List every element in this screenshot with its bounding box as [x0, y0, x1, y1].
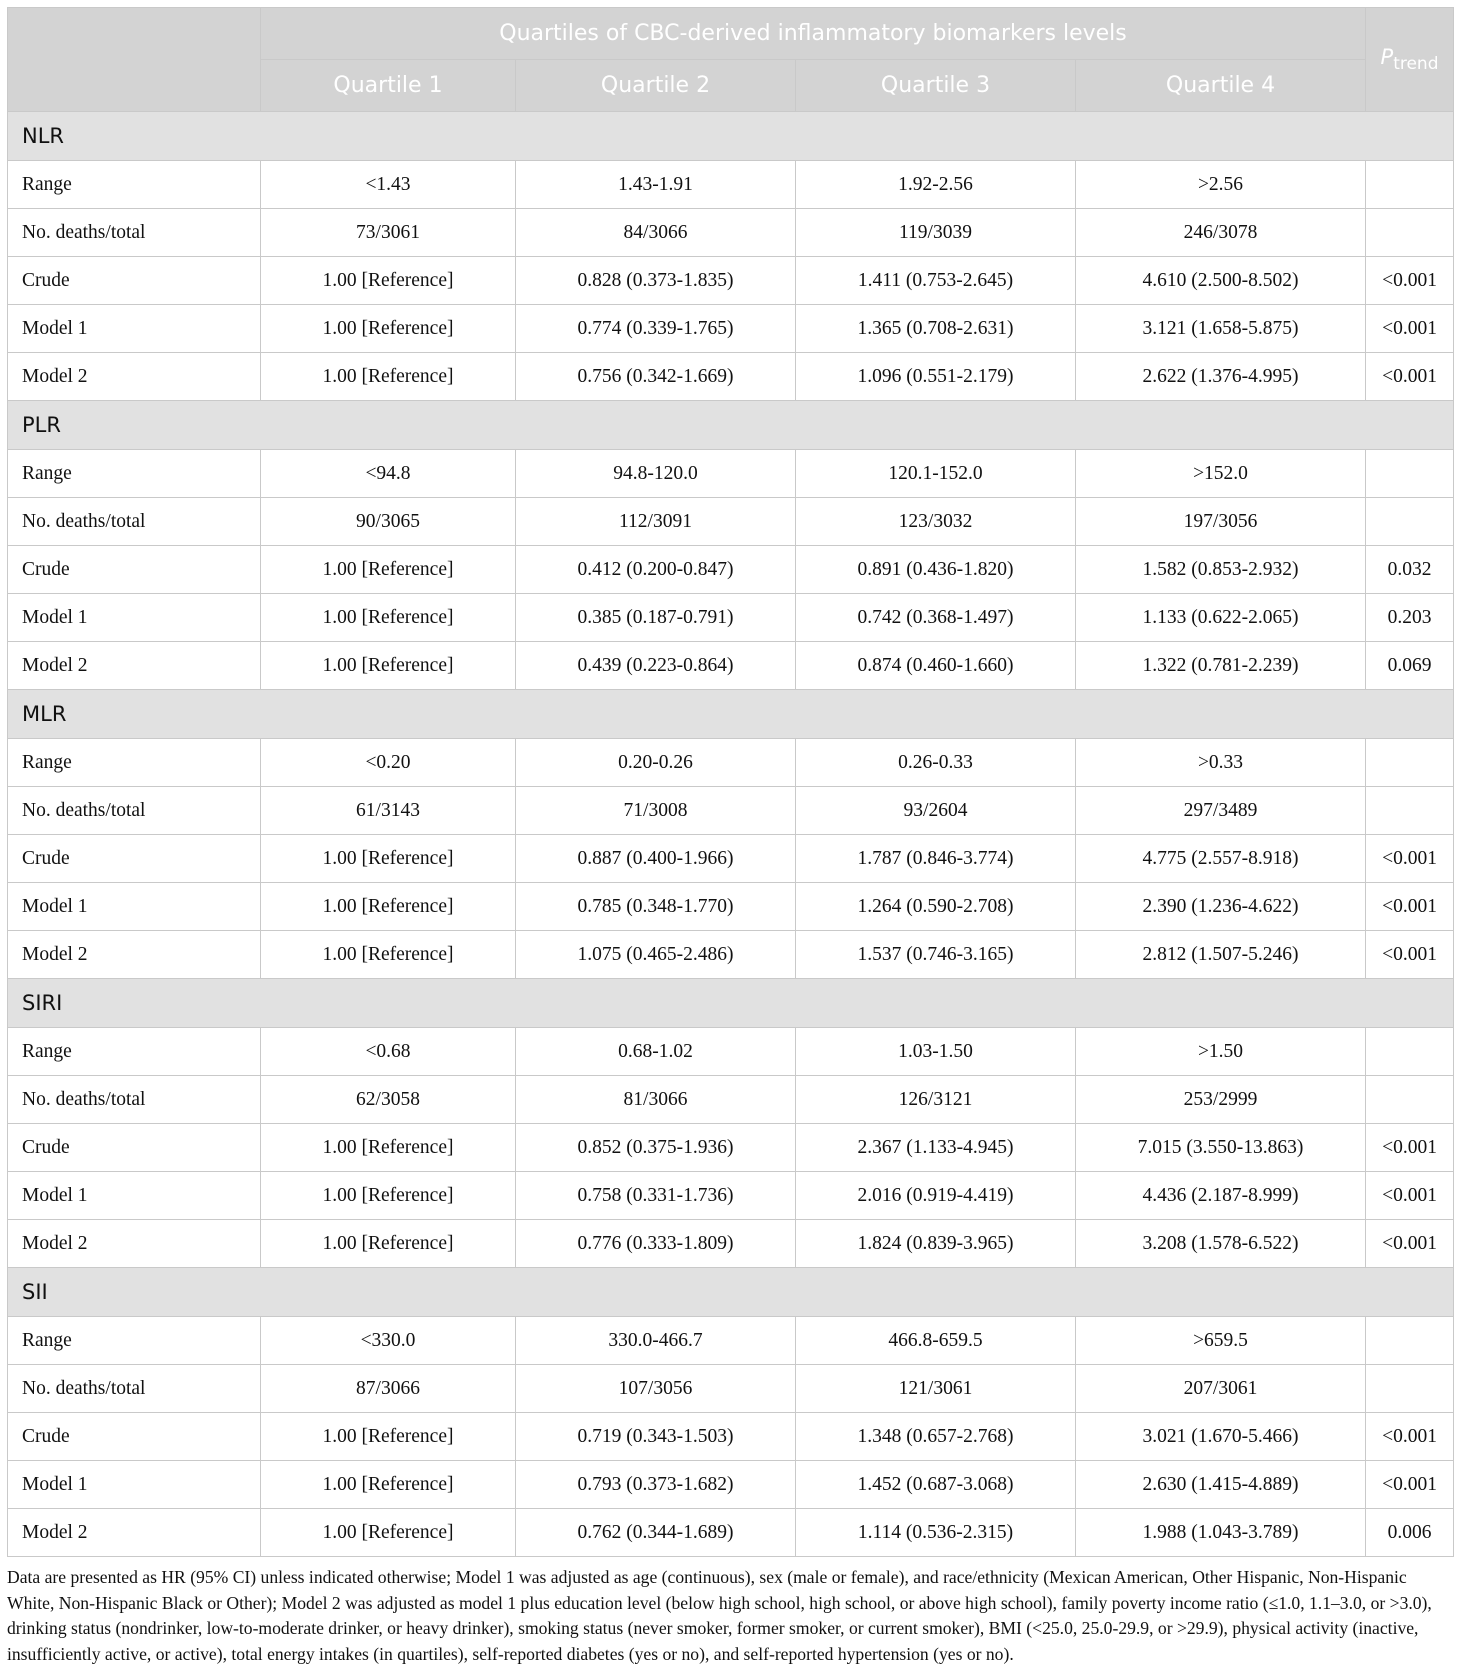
- cell-q3: 0.742 (0.368-1.497): [796, 594, 1076, 642]
- row-label: Model 1: [8, 305, 261, 353]
- cell-q3: 1.92-2.56: [796, 161, 1076, 209]
- cell-q3: 120.1-152.0: [796, 450, 1076, 498]
- cell-q2: 1.43-1.91: [516, 161, 796, 209]
- ptrend-cell: [1366, 1317, 1454, 1365]
- cell-q2: 112/3091: [516, 498, 796, 546]
- section-title: SIRI: [8, 979, 1454, 1028]
- ptrend-cell: [1366, 450, 1454, 498]
- cell-q3: 2.016 (0.919-4.419): [796, 1172, 1076, 1220]
- cell-q4: >2.56: [1076, 161, 1366, 209]
- cell-q1: 1.00 [Reference]: [261, 305, 516, 353]
- cell-q1: 1.00 [Reference]: [261, 642, 516, 690]
- cell-q1: 1.00 [Reference]: [261, 883, 516, 931]
- ptrend-cell: <0.001: [1366, 305, 1454, 353]
- cell-q4: 197/3056: [1076, 498, 1366, 546]
- header-quartile-2: Quartile 2: [516, 60, 796, 112]
- table-row: [8, 209, 1454, 257]
- ptrend-cell: <0.001: [1366, 883, 1454, 931]
- ptrend-cell: <0.001: [1366, 257, 1454, 305]
- cell-q2: 0.774 (0.339-1.765): [516, 305, 796, 353]
- table-row: [8, 450, 1454, 498]
- cell-q2: 0.385 (0.187-0.791): [516, 594, 796, 642]
- cell-q3: 119/3039: [796, 209, 1076, 257]
- cell-q2: 107/3056: [516, 1365, 796, 1413]
- ptrend-cell: [1366, 739, 1454, 787]
- table-row: [8, 1413, 1454, 1461]
- ptrend-cell: [1366, 209, 1454, 257]
- cell-q1: 1.00 [Reference]: [261, 835, 516, 883]
- cell-q4: 3.208 (1.578-6.522): [1076, 1220, 1366, 1268]
- ptrend-cell: 0.032: [1366, 546, 1454, 594]
- cell-q1: <0.68: [261, 1028, 516, 1076]
- cell-q2: 0.719 (0.343-1.503): [516, 1413, 796, 1461]
- cell-q4: 2.630 (1.415-4.889): [1076, 1461, 1366, 1509]
- ptrend-cell: [1366, 161, 1454, 209]
- row-label: Model 1: [8, 883, 261, 931]
- table-row: [8, 1220, 1454, 1268]
- table-row: [8, 1076, 1454, 1124]
- cell-q2: 0.20-0.26: [516, 739, 796, 787]
- table-row: [8, 1365, 1454, 1413]
- row-label: No. deaths/total: [8, 1076, 261, 1124]
- cell-q3: 121/3061: [796, 1365, 1076, 1413]
- row-label: Crude: [8, 546, 261, 594]
- ptrend-cell: [1366, 498, 1454, 546]
- row-label: Model 1: [8, 594, 261, 642]
- cell-q1: 1.00 [Reference]: [261, 1172, 516, 1220]
- cell-q4: 2.390 (1.236-4.622): [1076, 883, 1366, 931]
- cell-q4: 1.322 (0.781-2.239): [1076, 642, 1366, 690]
- ptrend-cell: 0.006: [1366, 1509, 1454, 1557]
- header-quartile-1: Quartile 1: [261, 60, 516, 112]
- ptrend-cell: [1366, 1028, 1454, 1076]
- table-row: [8, 1317, 1454, 1365]
- table-container: [7, 7, 1453, 1667]
- cell-q2: 0.828 (0.373-1.835): [516, 257, 796, 305]
- table-row: [8, 642, 1454, 690]
- table-row: [8, 1509, 1454, 1557]
- cell-q2: 0.776 (0.333-1.809): [516, 1220, 796, 1268]
- row-label: Model 1: [8, 1461, 261, 1509]
- table-row: [8, 931, 1454, 979]
- cell-q1: <94.8: [261, 450, 516, 498]
- cell-q4: 1.582 (0.853-2.932): [1076, 546, 1366, 594]
- row-label: Model 2: [8, 642, 261, 690]
- cell-q2: 0.887 (0.400-1.966): [516, 835, 796, 883]
- cell-q2: 81/3066: [516, 1076, 796, 1124]
- cell-q1: 90/3065: [261, 498, 516, 546]
- table-row: [8, 353, 1454, 401]
- cell-q4: 207/3061: [1076, 1365, 1366, 1413]
- ptrend-cell: 0.069: [1366, 642, 1454, 690]
- cell-q2: 0.439 (0.223-0.864): [516, 642, 796, 690]
- cell-q4: 3.121 (1.658-5.875): [1076, 305, 1366, 353]
- cell-q3: 1.114 (0.536-2.315): [796, 1509, 1076, 1557]
- cell-q1: 61/3143: [261, 787, 516, 835]
- cell-q4: 2.622 (1.376-4.995): [1076, 353, 1366, 401]
- row-label: Range: [8, 161, 261, 209]
- header-corner: [8, 8, 261, 112]
- ptrend-main: P: [1380, 44, 1394, 69]
- ptrend-cell: 0.203: [1366, 594, 1454, 642]
- cell-q1: 1.00 [Reference]: [261, 931, 516, 979]
- row-label: Range: [8, 739, 261, 787]
- cell-q2: 1.075 (0.465-2.486): [516, 931, 796, 979]
- cell-q3: 1.452 (0.687-3.068): [796, 1461, 1076, 1509]
- ptrend-cell: <0.001: [1366, 1413, 1454, 1461]
- cell-q2: 94.8-120.0: [516, 450, 796, 498]
- table-row: [8, 546, 1454, 594]
- ptrend-cell: [1366, 1365, 1454, 1413]
- cell-q3: 126/3121: [796, 1076, 1076, 1124]
- cell-q4: >1.50: [1076, 1028, 1366, 1076]
- cell-q1: 62/3058: [261, 1076, 516, 1124]
- table-body: [8, 112, 1454, 1557]
- section-title: MLR: [8, 690, 1454, 739]
- section-row-nlr: [8, 112, 1454, 161]
- row-label: No. deaths/total: [8, 1365, 261, 1413]
- table-row: [8, 305, 1454, 353]
- cell-q4: 4.436 (2.187-8.999): [1076, 1172, 1366, 1220]
- table-row: [8, 1461, 1454, 1509]
- cell-q2: 0.758 (0.331-1.736): [516, 1172, 796, 1220]
- row-label: Range: [8, 1317, 261, 1365]
- table-row: [8, 1124, 1454, 1172]
- ptrend-cell: <0.001: [1366, 1172, 1454, 1220]
- row-label: Model 2: [8, 1509, 261, 1557]
- cell-q3: 2.367 (1.133-4.945): [796, 1124, 1076, 1172]
- results-table: [7, 7, 1454, 1557]
- cell-q1: 87/3066: [261, 1365, 516, 1413]
- ptrend-cell: <0.001: [1366, 1461, 1454, 1509]
- cell-q3: 0.26-0.33: [796, 739, 1076, 787]
- header-group-title: Quartiles of CBC-derived inflammatory biomarkers levels: [261, 8, 1366, 60]
- ptrend-cell: <0.001: [1366, 1220, 1454, 1268]
- table-row: [8, 1172, 1454, 1220]
- cell-q1: 73/3061: [261, 209, 516, 257]
- table-row: [8, 835, 1454, 883]
- cell-q4: >0.33: [1076, 739, 1366, 787]
- cell-q2: 0.852 (0.375-1.936): [516, 1124, 796, 1172]
- row-label: Crude: [8, 835, 261, 883]
- cell-q3: 1.348 (0.657-2.768): [796, 1413, 1076, 1461]
- cell-q1: <0.20: [261, 739, 516, 787]
- cell-q3: 1.365 (0.708-2.631): [796, 305, 1076, 353]
- section-title: SII: [8, 1268, 1454, 1317]
- cell-q2: 0.762 (0.344-1.689): [516, 1509, 796, 1557]
- section-row-sii: [8, 1268, 1454, 1317]
- cell-q2: 0.756 (0.342-1.669): [516, 353, 796, 401]
- section-title: NLR: [8, 112, 1454, 161]
- cell-q2: 0.412 (0.200-0.847): [516, 546, 796, 594]
- table-row: [8, 883, 1454, 931]
- cell-q4: >152.0: [1076, 450, 1366, 498]
- cell-q1: 1.00 [Reference]: [261, 1413, 516, 1461]
- cell-q3: 1.537 (0.746-3.165): [796, 931, 1076, 979]
- cell-q4: 1.133 (0.622-2.065): [1076, 594, 1366, 642]
- section-row-mlr: [8, 690, 1454, 739]
- ptrend-cell: <0.001: [1366, 835, 1454, 883]
- cell-q4: 1.988 (1.043-3.789): [1076, 1509, 1366, 1557]
- cell-q4: 2.812 (1.507-5.246): [1076, 931, 1366, 979]
- table-row: [8, 787, 1454, 835]
- cell-q2: 330.0-466.7: [516, 1317, 796, 1365]
- ptrend-cell: <0.001: [1366, 353, 1454, 401]
- cell-q1: 1.00 [Reference]: [261, 1220, 516, 1268]
- row-label: Crude: [8, 1124, 261, 1172]
- cell-q4: 297/3489: [1076, 787, 1366, 835]
- cell-q4: 7.015 (3.550-13.863): [1076, 1124, 1366, 1172]
- row-label: Crude: [8, 1413, 261, 1461]
- table-footnote: Data are presented as HR (95% CI) unless indicated otherwise; Model 1 was adjusted as age (continuous), sex (male or female), and race/ethnicity (Mexican American, Other Hispanic, Non-Hispanic White, Non-Hispanic Black or Other); Model 2 was adjusted as model 1 plus education level (below high school, high school, or above high school), family poverty income ratio (≤1.0, 1.1–3.0, or >3.0), drinking status (nondrinker, low-to-moderate drinker, or heavy drinker), smoking status (never smoker, former smoker, or current smoker), BMI (<25.0, 25.0-29.9, or >29.9), physical activity (inactive, insufficiently active, or active), total energy intakes (in quartiles), self-reported diabetes (yes or no), and self-reported hypertension (yes or no).: [7, 1567, 1432, 1664]
- cell-q2: 0.68-1.02: [516, 1028, 796, 1076]
- cell-q1: 1.00 [Reference]: [261, 1461, 516, 1509]
- row-label: Model 1: [8, 1172, 261, 1220]
- cell-q3: 1.787 (0.846-3.774): [796, 835, 1076, 883]
- ptrend-cell: [1366, 1076, 1454, 1124]
- cell-q4: 4.775 (2.557-8.918): [1076, 835, 1366, 883]
- cell-q4: 4.610 (2.500-8.502): [1076, 257, 1366, 305]
- section-row-siri: [8, 979, 1454, 1028]
- cell-q1: 1.00 [Reference]: [261, 257, 516, 305]
- section-title: PLR: [8, 401, 1454, 450]
- table-row: [8, 739, 1454, 787]
- row-label: Model 2: [8, 353, 261, 401]
- row-label: No. deaths/total: [8, 787, 261, 835]
- cell-q4: 253/2999: [1076, 1076, 1366, 1124]
- cell-q4: 3.021 (1.670-5.466): [1076, 1413, 1366, 1461]
- row-label: Crude: [8, 257, 261, 305]
- cell-q2: 84/3066: [516, 209, 796, 257]
- section-row-plr: [8, 401, 1454, 450]
- ptrend-cell: [1366, 787, 1454, 835]
- cell-q4: 246/3078: [1076, 209, 1366, 257]
- table-row: [8, 1028, 1454, 1076]
- row-label: No. deaths/total: [8, 498, 261, 546]
- cell-q3: 1.03-1.50: [796, 1028, 1076, 1076]
- table-row: [8, 257, 1454, 305]
- cell-q1: 1.00 [Reference]: [261, 353, 516, 401]
- row-label: No. deaths/total: [8, 209, 261, 257]
- table-header: [8, 8, 1454, 112]
- row-label: Range: [8, 1028, 261, 1076]
- cell-q3: 1.411 (0.753-2.645): [796, 257, 1076, 305]
- cell-q1: 1.00 [Reference]: [261, 594, 516, 642]
- cell-q1: 1.00 [Reference]: [261, 546, 516, 594]
- ptrend-sub: trend: [1393, 54, 1439, 75]
- header-quartile-3: Quartile 3: [796, 60, 1076, 112]
- cell-q3: 1.824 (0.839-3.965): [796, 1220, 1076, 1268]
- table-row: [8, 594, 1454, 642]
- cell-q1: <330.0: [261, 1317, 516, 1365]
- cell-q1: 1.00 [Reference]: [261, 1509, 516, 1557]
- header-quartile-4: Quartile 4: [1076, 60, 1366, 112]
- row-label: Model 2: [8, 931, 261, 979]
- cell-q4: >659.5: [1076, 1317, 1366, 1365]
- ptrend-cell: <0.001: [1366, 931, 1454, 979]
- ptrend-cell: <0.001: [1366, 1124, 1454, 1172]
- cell-q3: 1.264 (0.590-2.708): [796, 883, 1076, 931]
- cell-q3: 93/2604: [796, 787, 1076, 835]
- cell-q3: 1.096 (0.551-2.179): [796, 353, 1076, 401]
- cell-q1: 1.00 [Reference]: [261, 1124, 516, 1172]
- cell-q3: 0.891 (0.436-1.820): [796, 546, 1076, 594]
- cell-q2: 71/3008: [516, 787, 796, 835]
- header-ptrend: [1366, 8, 1454, 112]
- cell-q1: <1.43: [261, 161, 516, 209]
- cell-q2: 0.793 (0.373-1.682): [516, 1461, 796, 1509]
- table-row: [8, 161, 1454, 209]
- cell-q3: 0.874 (0.460-1.660): [796, 642, 1076, 690]
- cell-q3: 466.8-659.5: [796, 1317, 1076, 1365]
- row-label: Model 2: [8, 1220, 261, 1268]
- table-row: [8, 498, 1454, 546]
- row-label: Range: [8, 450, 261, 498]
- cell-q2: 0.785 (0.348-1.770): [516, 883, 796, 931]
- cell-q3: 123/3032: [796, 498, 1076, 546]
